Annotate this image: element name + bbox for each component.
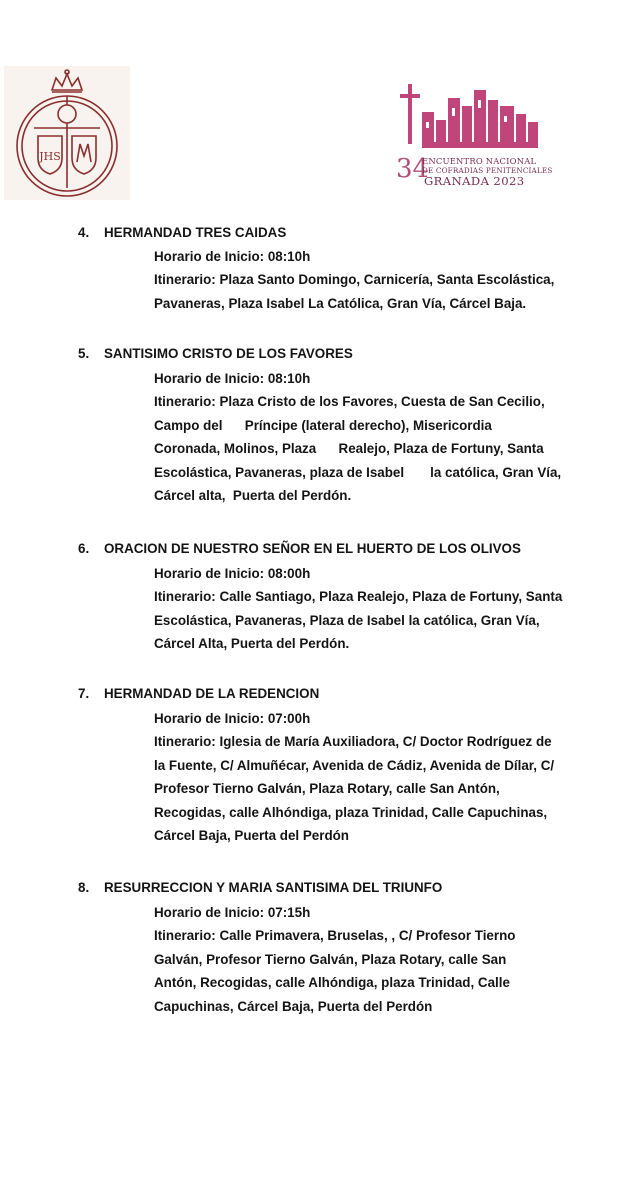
start-time: Horario de Inicio: 07:15h: [154, 905, 311, 920]
entry-name: HERMANDAD DE LA REDENCION: [104, 686, 320, 701]
encuentro-subtitle: DE COFRADIAS PENITENCIALES: [422, 166, 553, 175]
entry-details: [154, 707, 622, 847]
route-line: Capuchinas, Cárcel Baja, Puerta del Perdón: [154, 998, 433, 1014]
emblem-icon: [4, 66, 130, 200]
route-line: Antón, Recogidas, calle Alhóndiga, plaza Trinidad, Calle: [154, 975, 510, 991]
entry-title: [78, 540, 521, 558]
entry-name: SANTISIMO CRISTO DE LOS FAVORES: [104, 346, 353, 361]
entry-name: HERMANDAD TRES CAIDAS: [104, 225, 287, 240]
start-time: Horario de Inicio: 08:10h: [154, 249, 311, 264]
route-line: Cárcel Baja, Puerta del Perdón: [154, 827, 349, 843]
entry-title: [78, 879, 442, 897]
entry-title: [78, 685, 319, 703]
route-line: Itinerario: Plaza Santo Domingo, Carnicería, Santa Escolástica,: [154, 272, 555, 288]
entry-title: [78, 224, 286, 242]
brotherhood-emblem-logo: [4, 66, 130, 200]
route-line: Cárcel alta, Puerta del Perdón.: [154, 487, 352, 503]
encuentro-nacional-logo: [396, 76, 553, 188]
encuentro-city-year: GRANADA 2023: [424, 174, 525, 188]
route-line: Itinerario: Calle Primavera, Bruselas, , C/ Profesor Tierno: [154, 928, 516, 944]
granada-skyline-icon: [396, 76, 546, 156]
start-time: Horario de Inicio: 08:10h: [154, 371, 311, 386]
entry-number: 7.: [78, 686, 90, 701]
route-line: Recogidas, calle Alhóndiga, plaza Trinidad, Calle Capuchinas,: [154, 804, 548, 820]
entry-details: [154, 367, 622, 507]
route-line: Profesor Tierno Galván, Plaza Rotary, calle San Antón,: [154, 781, 500, 797]
entry-name: RESURRECCION Y MARIA SANTISIMA DEL TRIUNFO: [104, 880, 443, 895]
encuentro-number: 34: [396, 154, 430, 184]
route-line: Escolástica, Pavaneras, Plaza de Isabel la católica, Gran Vía,: [154, 612, 540, 628]
route-line: Cárcel Alta, Puerta del Perdón.: [154, 636, 350, 652]
entry-details: [154, 901, 622, 1018]
entry-number: 6.: [78, 541, 90, 556]
route-line: Escolástica, Pavaneras, plaza de Isabel la católica, Gran Vía,: [154, 464, 562, 480]
route-line: la Fuente, C/ Almuñécar, Avenida de Cádiz, Avenida de Dílar, C/: [154, 757, 555, 773]
entry-number: 8.: [78, 880, 90, 895]
start-time: Horario de Inicio: 07:00h: [154, 711, 311, 726]
entry-details: [154, 245, 622, 315]
entry-number: 5.: [78, 346, 90, 361]
entry-title: [78, 345, 353, 363]
route-line: Itinerario: Iglesia de María Auxiliadora, C/ Doctor Rodríguez de: [154, 734, 552, 750]
encuentro-title: ENCUENTRO NACIONAL: [422, 156, 537, 166]
route-line: Itinerario: Calle Santiago, Plaza Realejo, Plaza de Fortuny, Santa: [154, 589, 563, 605]
emblem-jhs-text: JHS: [39, 150, 61, 163]
route-line: Coronada, Molinos, Plaza Realejo, Plaza de Fortuny, Santa: [154, 441, 544, 457]
route-line: Galván, Profesor Tierno Galván, Plaza Rotary, calle San: [154, 951, 507, 967]
entry-details: [154, 562, 622, 656]
start-time: Horario de Inicio: 08:00h: [154, 566, 311, 581]
entry-number: 4.: [78, 225, 90, 240]
route-line: Itinerario: Plaza Cristo de los Favores, Cuesta de San Cecilio,: [154, 394, 545, 410]
entry-name: ORACION DE NUESTRO SEÑOR EN EL HUERTO DE LOS OLIVOS: [104, 541, 521, 556]
route-line: Campo del Príncipe (lateral derecho), Misericordia: [154, 417, 492, 433]
route-line: Pavaneras, Plaza Isabel La Católica, Gran Vía, Cárcel Baja.: [154, 295, 527, 311]
